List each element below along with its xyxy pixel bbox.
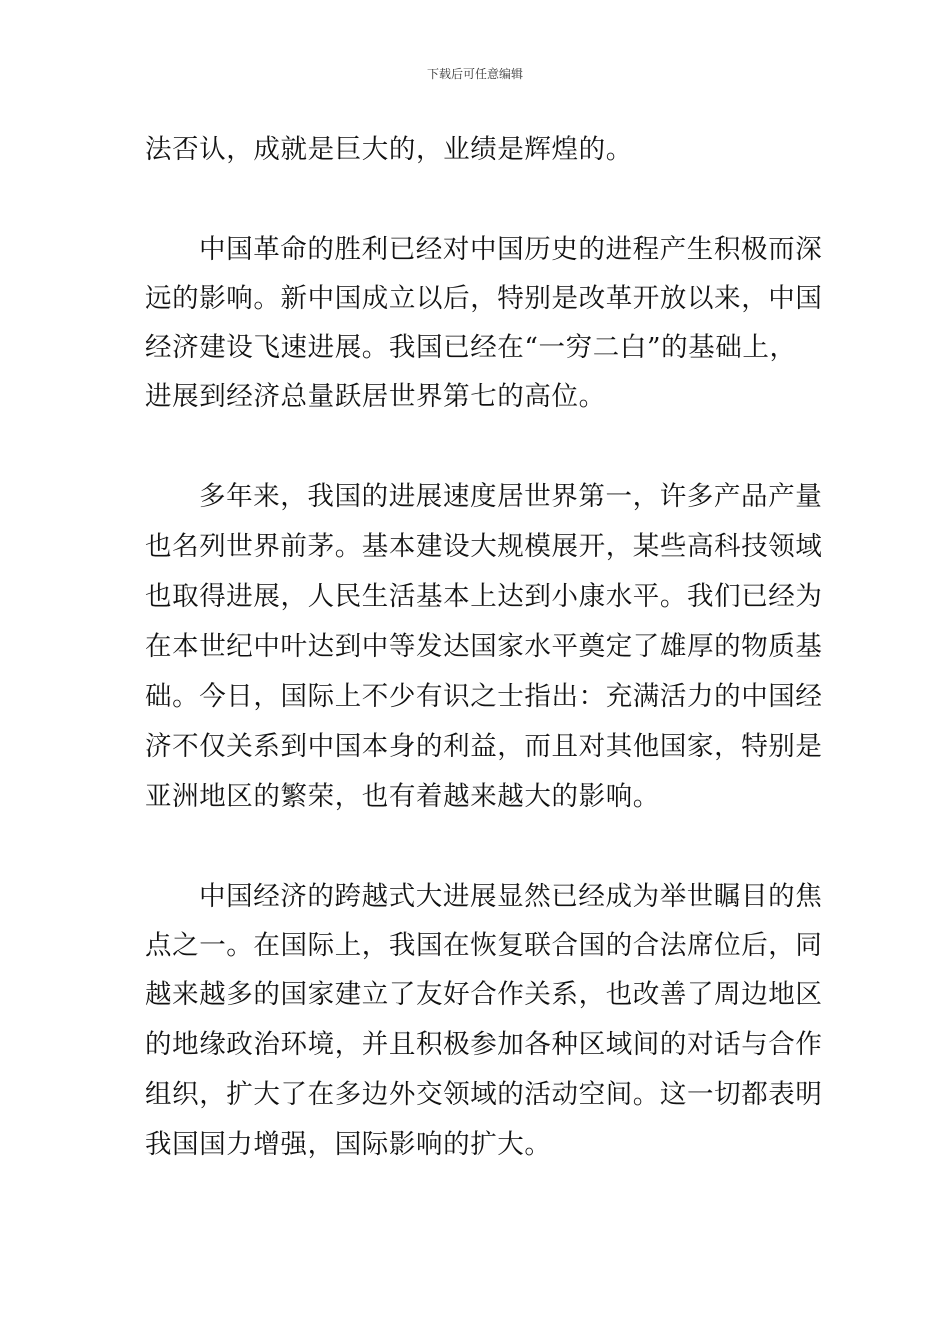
paragraph-4-line-3: 越来越多的国家建立了友好合作关系，也改善了周边地区 [145, 979, 823, 1010]
paragraph-2-line-2: 远的影响。新中国成立以后，特别是改革开放以来，中国 [145, 283, 823, 314]
paragraph-3-line-2: 也名列世界前茅。基本建设大规模展开，某些高科技领域 [145, 531, 823, 562]
paragraph-2-line-1: 中国革命的胜利已经对中国历史的进程产生积极而深 [199, 234, 823, 265]
paragraph-3-line-1: 多年来，我国的进展速度居世界第一，许多产品产量 [199, 481, 823, 512]
paragraph-1-line-1: 法否认，成就是巨大的，业绩是辉煌的。 [145, 134, 633, 165]
paragraph-2-line-4: 进展到经济总量跃居世界第七的高位。 [145, 381, 606, 412]
paragraph-4-line-6: 我国国力增强，国际影响的扩大。 [145, 1129, 552, 1160]
paragraph-3-line-6: 济不仅关系到中国本身的利益，而且对其他国家，特别是 [145, 731, 823, 762]
paragraph-4-line-1: 中国经济的跨越式大进展显然已经成为举世瞩目的焦 [199, 881, 823, 912]
paragraph-4-line-5: 组织，扩大了在多边外交领域的活动空间。这一切都表明 [145, 1079, 823, 1110]
paragraph-3-line-7: 亚洲地区的繁荣，也有着越来越大的影响。 [145, 781, 660, 812]
paragraph-4-line-2: 点之一。在国际上，我国在恢复联合国的合法席位后，同 [145, 930, 823, 961]
paragraph-4-line-4: 的地缘政治环境，并且积极参加各种区域间的对话与合作 [145, 1029, 823, 1060]
page-header: 下载后可任意编辑 [426, 67, 523, 81]
paragraph-3-line-5: 础。今日，国际上不少有识之士指出：充满活力的中国经 [145, 681, 823, 712]
paragraph-3-line-4: 在本世纪中叶达到中等发达国家水平奠定了雄厚的物质基 [145, 631, 823, 662]
paragraph-3-line-3: 也取得进展，人民生活基本上达到小康水平。我们已经为 [145, 581, 823, 612]
paragraph-2-line-3: 经济建设飞速进展。我国已经在“一穷二白”的基础上， [145, 332, 797, 363]
